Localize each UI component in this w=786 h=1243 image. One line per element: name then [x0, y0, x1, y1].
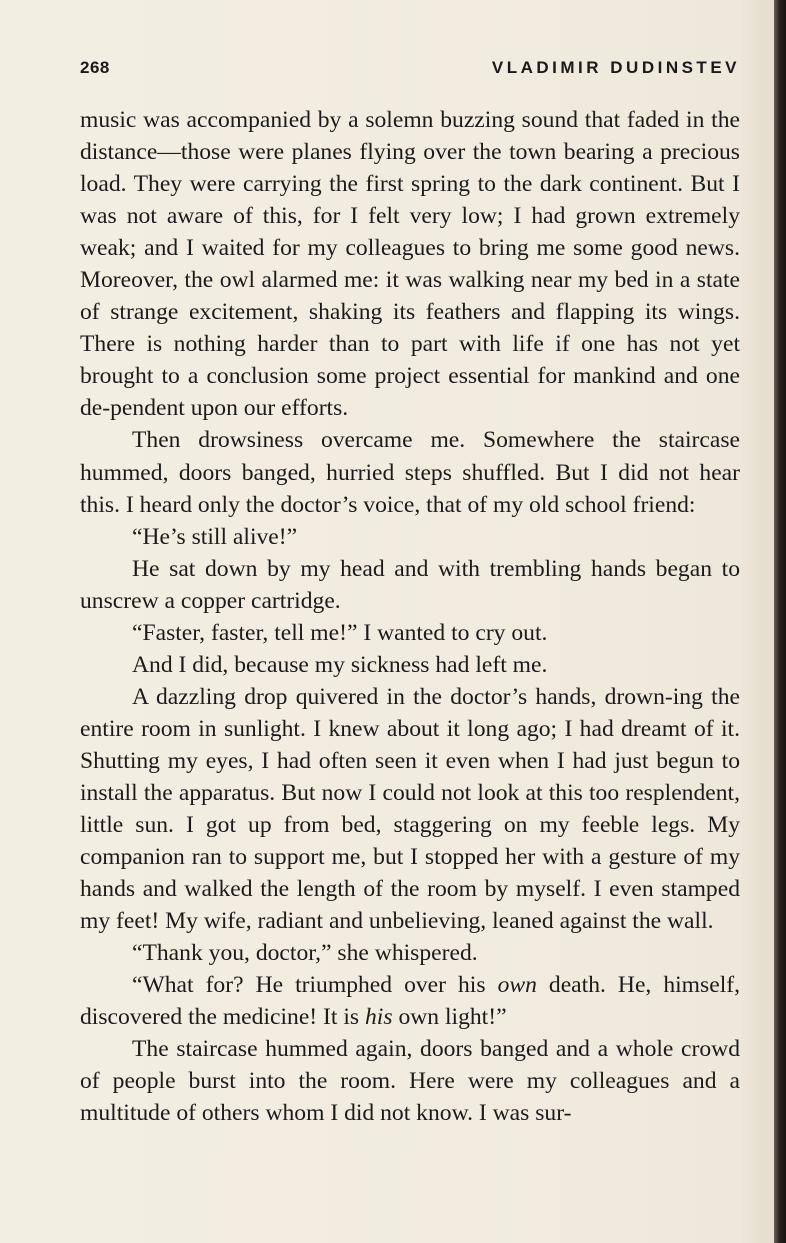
paragraph: He sat down by my head and with trembling hands began to unscrew a copper cartridge. [80, 555, 740, 614]
running-head-author: VLADIMIR DUDINSTEV [491, 58, 740, 77]
paragraph-what-for [80, 969, 740, 1033]
paragraph: “Faster, faster, tell me!” I wanted to cry out. [132, 619, 548, 646]
paragraph: “He’s still alive!” [132, 523, 298, 550]
body-text [80, 104, 740, 1130]
running-head [80, 58, 740, 86]
page-number: 268 [80, 58, 110, 77]
emphasis-own: own [497, 972, 537, 999]
paragraph: The staircase hummed again, doors banged and a whole crowd of people burst into the room. Here were my colleagues and a multitude of others whom I did not know. I was sur- [80, 1036, 740, 1127]
paragraph: Then drowsiness overcame me. Somewhere the staircase hummed, doors banged, hurried steps shuffled. But I did not hear this. I heard only the doctor’s voice, that of my old school friend: [80, 427, 740, 518]
book-spine-edge [774, 0, 786, 1243]
paragraph: music was accompanied by a solemn buzzing sound that faded in the distance—those were planes flying over the town bearing a precious load. They were carrying the first spring to the dark continent. But I was not aware of this, for I felt very low; I had grown extremely weak; and I waited for my colleagues to bring me some good news. Moreover, the owl alarmed me: it was walking near my bed in a state of strange excitement, shaking its feathers and flapping its wings. There is nothing harder than to part with life if one has not yet brought to a conclusion some project essential for mankind and one de-pendent upon our efforts. [80, 107, 740, 422]
paragraph: A dazzling drop quivered in the doctor’s hands, drown-ing the entire room in sunlight. I knew about it long ago; I had dreamt of it. Shutting my eyes, I had often seen it even when I had just begun to install the apparatus. But now I could not look at this too resplendent, little sun. I got up from bed, staggering on my feeble legs. My companion ran to support me, but I stopped her with a gesture of my hands and walked the length of the room by myself. I even stamped my feet! My wife, radiant and unbelieving, leaned against the wall. [80, 683, 740, 935]
text-segment: death. He, himself, discovered the medicine! It is [80, 972, 741, 1031]
text-segment: own light!” [392, 1004, 507, 1031]
text-segment: “What for? He triumphed over his [132, 972, 498, 999]
paragraph: “Thank you, doctor,” she whispered. [132, 940, 478, 967]
emphasis-his: his [365, 1004, 393, 1031]
paragraph: And I did, because my sickness had left me. [132, 651, 548, 678]
